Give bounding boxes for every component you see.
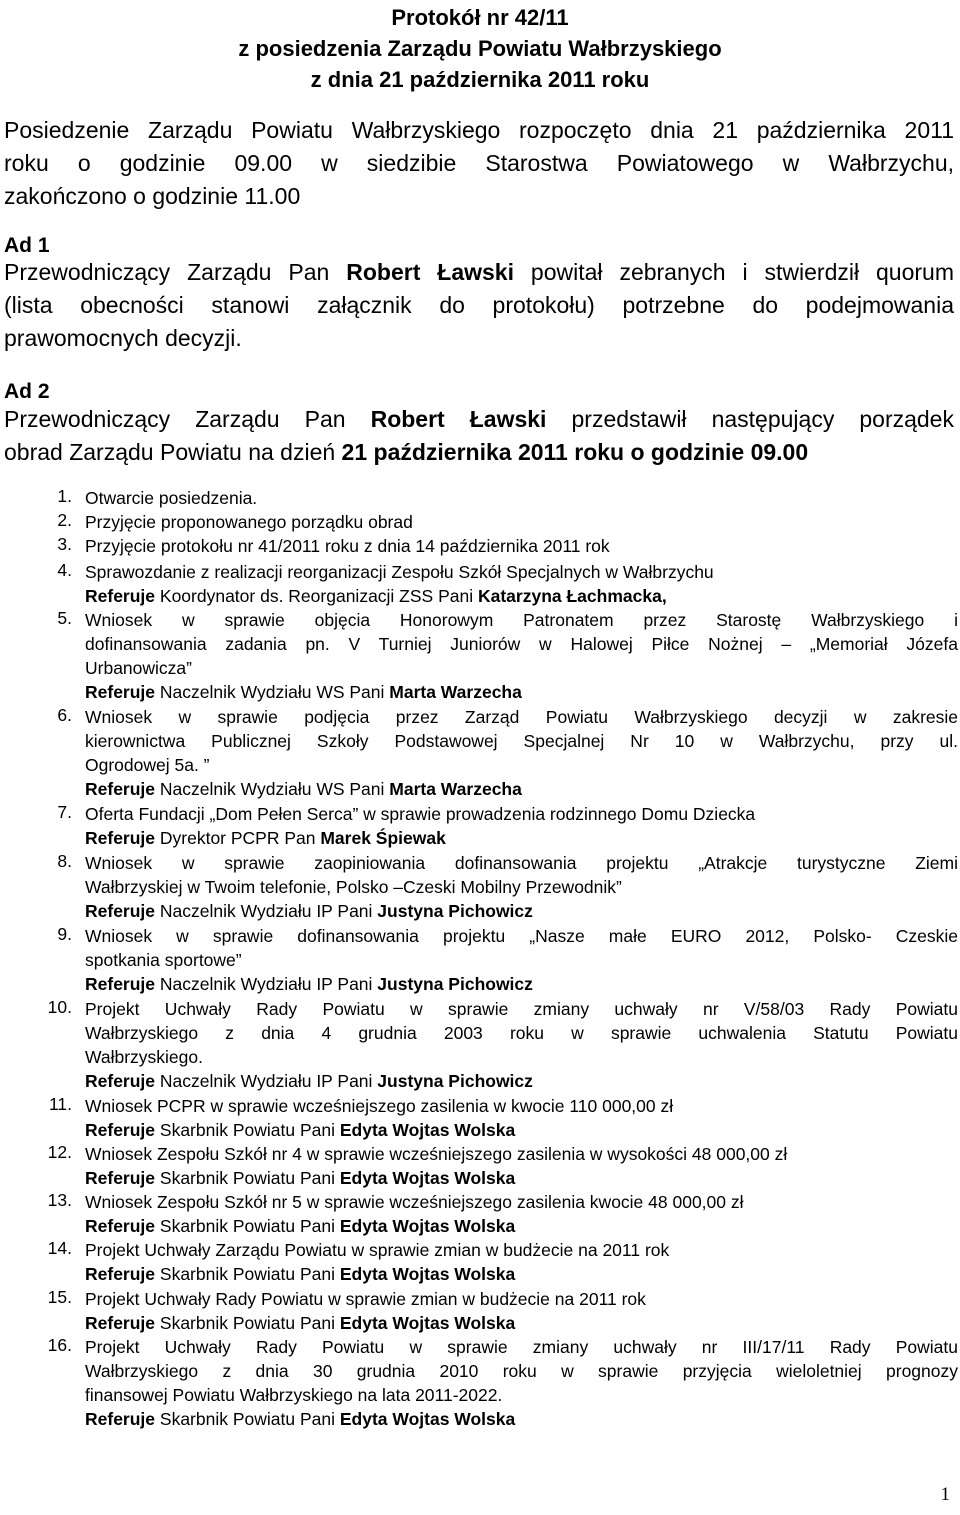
item-text: Sprawozdanie z realizacji reorganizacji Zespołu Szkół Specjalnych w Wałbrzychu bbox=[85, 562, 714, 582]
referuje-line bbox=[85, 1311, 958, 1335]
reporter-role: Skarbnik Powiatu Pani bbox=[155, 1216, 340, 1236]
item-text-line-3: finansowej Powiatu Wałbrzyskiego na lata 2011-2022. bbox=[85, 1385, 503, 1405]
intro-line-3: zakończono o godzinie 11.00 bbox=[4, 183, 301, 209]
ad1-paragraph bbox=[4, 256, 954, 355]
item-number: 13. bbox=[47, 1190, 72, 1210]
item-text-line-1: Projekt Uchwały Rady Powiatu w sprawie zmiany uchwały nr V/58/03 Rady Powiatu bbox=[85, 999, 958, 1019]
ad2-text-2: obrad Zarządu Powiatu na dzień bbox=[4, 439, 342, 465]
item-number: 1. bbox=[57, 486, 72, 506]
reporter-role: Dyrektor PCPR Pan bbox=[155, 828, 321, 848]
referuje-line bbox=[85, 584, 958, 608]
reporter-role: Skarbnik Powiatu Pani bbox=[155, 1168, 340, 1188]
item-text: Projekt Uchwały Rady Powiatu w sprawie zmian w budżecie na 2011 rok bbox=[85, 1289, 646, 1309]
ad1-text: Przewodniczący Zarządu Pan bbox=[4, 259, 347, 285]
chairman-name: Robert Ławski bbox=[370, 406, 547, 432]
referuje-line bbox=[85, 1407, 958, 1431]
title-line-2: z posiedzenia Zarządu Powiatu Wałbrzyskiego bbox=[238, 36, 722, 61]
reporter-name: Edyta Wojtas Wolska bbox=[339, 1313, 516, 1333]
referuje-line bbox=[85, 972, 958, 996]
referuje-line bbox=[85, 680, 958, 704]
reporter-name: Edyta Wojtas Wolska bbox=[339, 1409, 516, 1429]
intro-line-1: Posiedzenie Zarządu Powiatu Wałbrzyskiego rozpoczęto dnia 21 października 2011 bbox=[4, 117, 954, 143]
referuje-line bbox=[85, 777, 958, 801]
item-number: 7. bbox=[57, 802, 72, 822]
item-text-line-2: Wałbrzyskiego z dnia 4 grudnia 2003 roku w sprawie uchwalenia Statutu Powiatu bbox=[85, 1023, 958, 1043]
reporter-name: Marta Warzecha bbox=[389, 682, 522, 702]
item-number: 11. bbox=[48, 1094, 72, 1114]
referuje-label: Referuje bbox=[85, 828, 156, 848]
ad1-line-3: prawomocnych decyzji. bbox=[4, 325, 242, 351]
referuje-label: Referuje bbox=[85, 1313, 156, 1333]
chairman-name: Robert Ławski bbox=[346, 259, 514, 285]
reporter-name: Marek Śpiewak bbox=[320, 828, 446, 848]
referuje-line bbox=[85, 899, 958, 923]
reporter-role: Naczelnik Wydziału IP Pani bbox=[155, 901, 378, 921]
item-number: 9. bbox=[57, 924, 72, 944]
item-number: 4. bbox=[57, 560, 72, 580]
referuje-line bbox=[85, 1069, 958, 1093]
item-text-line-2: spotkania sportowe” bbox=[85, 950, 242, 970]
item-number: 2. bbox=[57, 510, 72, 530]
reporter-role: Skarbnik Powiatu Pani bbox=[155, 1264, 340, 1284]
referuje-label: Referuje bbox=[85, 779, 156, 799]
referuje-label: Referuje bbox=[85, 682, 156, 702]
item-text: Wniosek Zespołu Szkół nr 4 w sprawie wcześniejszego zasilenia w wysokości 48 000,00 zł bbox=[85, 1144, 788, 1164]
referuje-label: Referuje bbox=[85, 1071, 156, 1091]
item-text: Projekt Uchwały Zarządu Powiatu w sprawie zmian w budżecie na 2011 rok bbox=[85, 1240, 670, 1260]
reporter-name: Justyna Pichowicz bbox=[377, 974, 533, 994]
ad2-heading: Ad 2 bbox=[4, 380, 50, 403]
item-text-line-2: dofinansowania zadania pn. V Turniej Juniorów w Halowej Piłce Nożnej – „Memoriał Józefa bbox=[85, 634, 958, 654]
ad1-line-2: (lista obecności stanowi załącznik do protokołu) potrzebne do podejmowania bbox=[4, 292, 954, 318]
meeting-date: 21 października 2011 roku o godzinie 09.00 bbox=[341, 439, 809, 465]
ad2-text-end: przedstawił następujący porządek bbox=[546, 406, 954, 432]
item-number: 12. bbox=[47, 1142, 72, 1162]
item-text-line-2: Wałbrzyskiego z dnia 30 grudnia 2010 roku w sprawie przyjęcia wieloletniej prognozy bbox=[85, 1361, 958, 1381]
referuje-label: Referuje bbox=[85, 586, 156, 606]
item-text-line-2: kierownictwa Publicznej Szkoły Podstawowej Specjalnej Nr 10 w Wałbrzychu, przy ul. bbox=[85, 731, 958, 751]
item-number: 15. bbox=[47, 1287, 72, 1307]
reporter-name: Edyta Wojtas Wolska bbox=[339, 1264, 516, 1284]
title-line-3: z dnia 21 października 2011 roku bbox=[310, 67, 650, 92]
item-number: 8. bbox=[57, 851, 72, 871]
reporter-name: Edyta Wojtas Wolska bbox=[339, 1120, 516, 1140]
title-line-1: Protokół nr 42/11 bbox=[391, 5, 569, 30]
reporter-name: Katarzyna Łachmacka, bbox=[477, 586, 667, 606]
reporter-role: Naczelnik Wydziału IP Pani bbox=[155, 974, 378, 994]
item-text-line-2: Wałbrzyskiej w Twoim telefonie, Polsko –Czeski Mobilny Przewodnik” bbox=[85, 877, 622, 897]
item-text: Przyjęcie proponowanego porządku obrad bbox=[85, 512, 413, 532]
referuje-label: Referuje bbox=[85, 901, 156, 921]
item-text: Otwarcie posiedzenia. bbox=[85, 488, 258, 508]
item-number: 6. bbox=[57, 705, 72, 725]
reporter-role: Skarbnik Powiatu Pani bbox=[155, 1313, 340, 1333]
page-number: 1 bbox=[940, 1484, 950, 1505]
ad2-line-1 bbox=[4, 403, 954, 436]
item-text-line-1: Projekt Uchwały Rady Powiatu w sprawie zmiany uchwały nr III/17/11 Rady Powiatu bbox=[85, 1337, 958, 1357]
reporter-role: Koordynator ds. Reorganizacji ZSS Pani bbox=[155, 586, 478, 606]
referuje-label: Referuje bbox=[85, 1120, 156, 1140]
reporter-name: Justyna Pichowicz bbox=[377, 1071, 533, 1091]
item-text-line-1: Wniosek w sprawie dofinansowania projektu „Nasze małe EURO 2012, Polsko- Czeskie bbox=[85, 926, 958, 946]
item-number: 5. bbox=[57, 608, 72, 628]
reporter-name: Edyta Wojtas Wolska bbox=[339, 1168, 516, 1188]
ad1-heading: Ad 1 bbox=[4, 234, 50, 257]
referuje-label: Referuje bbox=[85, 1409, 156, 1429]
ad2-text: Przewodniczący Zarządu Pan bbox=[4, 406, 371, 432]
referuje-label: Referuje bbox=[85, 1168, 156, 1188]
item-number: 14. bbox=[47, 1238, 72, 1258]
referuje-line bbox=[85, 1214, 958, 1238]
reporter-role: Skarbnik Powiatu Pani bbox=[155, 1120, 340, 1140]
reporter-role: Naczelnik Wydziału WS Pani bbox=[155, 682, 390, 702]
ad2-paragraph bbox=[4, 403, 954, 469]
referuje-label: Referuje bbox=[85, 974, 156, 994]
referuje-line bbox=[85, 826, 958, 850]
item-text-line-1: Wniosek w sprawie zaopiniowania dofinansowania projektu „Atrakcje turystyczne Ziemi bbox=[85, 853, 958, 873]
item-number: 16. bbox=[47, 1335, 72, 1355]
item-number: 3. bbox=[57, 534, 72, 554]
reporter-name: Marta Warzecha bbox=[389, 779, 522, 799]
item-text: Wniosek PCPR w sprawie wcześniejszego zasilenia w kwocie 110 000,00 zł bbox=[85, 1096, 674, 1116]
reporter-role: Skarbnik Powiatu Pani bbox=[155, 1409, 340, 1429]
item-text-line-1: Wniosek w sprawie podjęcia przez Zarząd Powiatu Wałbrzyskiego decyzji w zakresie bbox=[85, 707, 958, 727]
item-text: Wniosek Zespołu Szkół nr 5 w sprawie wcześniejszego zasilenia kwocie 48 000,00 zł bbox=[85, 1192, 744, 1212]
referuje-line bbox=[85, 1166, 958, 1190]
referuje-line bbox=[85, 1262, 958, 1286]
document-title bbox=[0, 2, 960, 95]
item-number: 10. bbox=[47, 997, 72, 1017]
item-text-line-3: Wałbrzyskiego. bbox=[85, 1047, 203, 1067]
reporter-name: Justyna Pichowicz bbox=[377, 901, 533, 921]
intro-paragraph bbox=[4, 114, 954, 213]
item-text-line-3: Ogrodowej 5a. ” bbox=[85, 755, 210, 775]
item-text-line-1: Wniosek w sprawie objęcia Honorowym Patronatem przez Starostę Wałbrzyskiego i bbox=[85, 610, 958, 630]
reporter-role: Naczelnik Wydziału IP Pani bbox=[155, 1071, 378, 1091]
item-text: Przyjęcie protokołu nr 41/2011 roku z dnia 14 października 2011 rok bbox=[85, 536, 610, 556]
referuje-line bbox=[85, 1118, 958, 1142]
ad1-line-1 bbox=[4, 256, 954, 289]
item-text-line-3: Urbanowicza” bbox=[85, 658, 192, 678]
ad1-text-end: powitał zebranych i stwierdził quorum bbox=[514, 259, 954, 285]
ad2-line-2 bbox=[4, 436, 954, 469]
intro-line-2: roku o godzinie 09.00 w siedzibie Starostwa Powiatowego w Wałbrzychu, bbox=[4, 150, 954, 176]
reporter-role: Naczelnik Wydziału WS Pani bbox=[155, 779, 390, 799]
item-text: Oferta Fundacji „Dom Pełen Serca” w sprawie prowadzenia rodzinnego Domu Dziecka bbox=[85, 804, 756, 824]
reporter-name: Edyta Wojtas Wolska bbox=[339, 1216, 516, 1236]
referuje-label: Referuje bbox=[85, 1264, 156, 1284]
referuje-label: Referuje bbox=[85, 1216, 156, 1236]
